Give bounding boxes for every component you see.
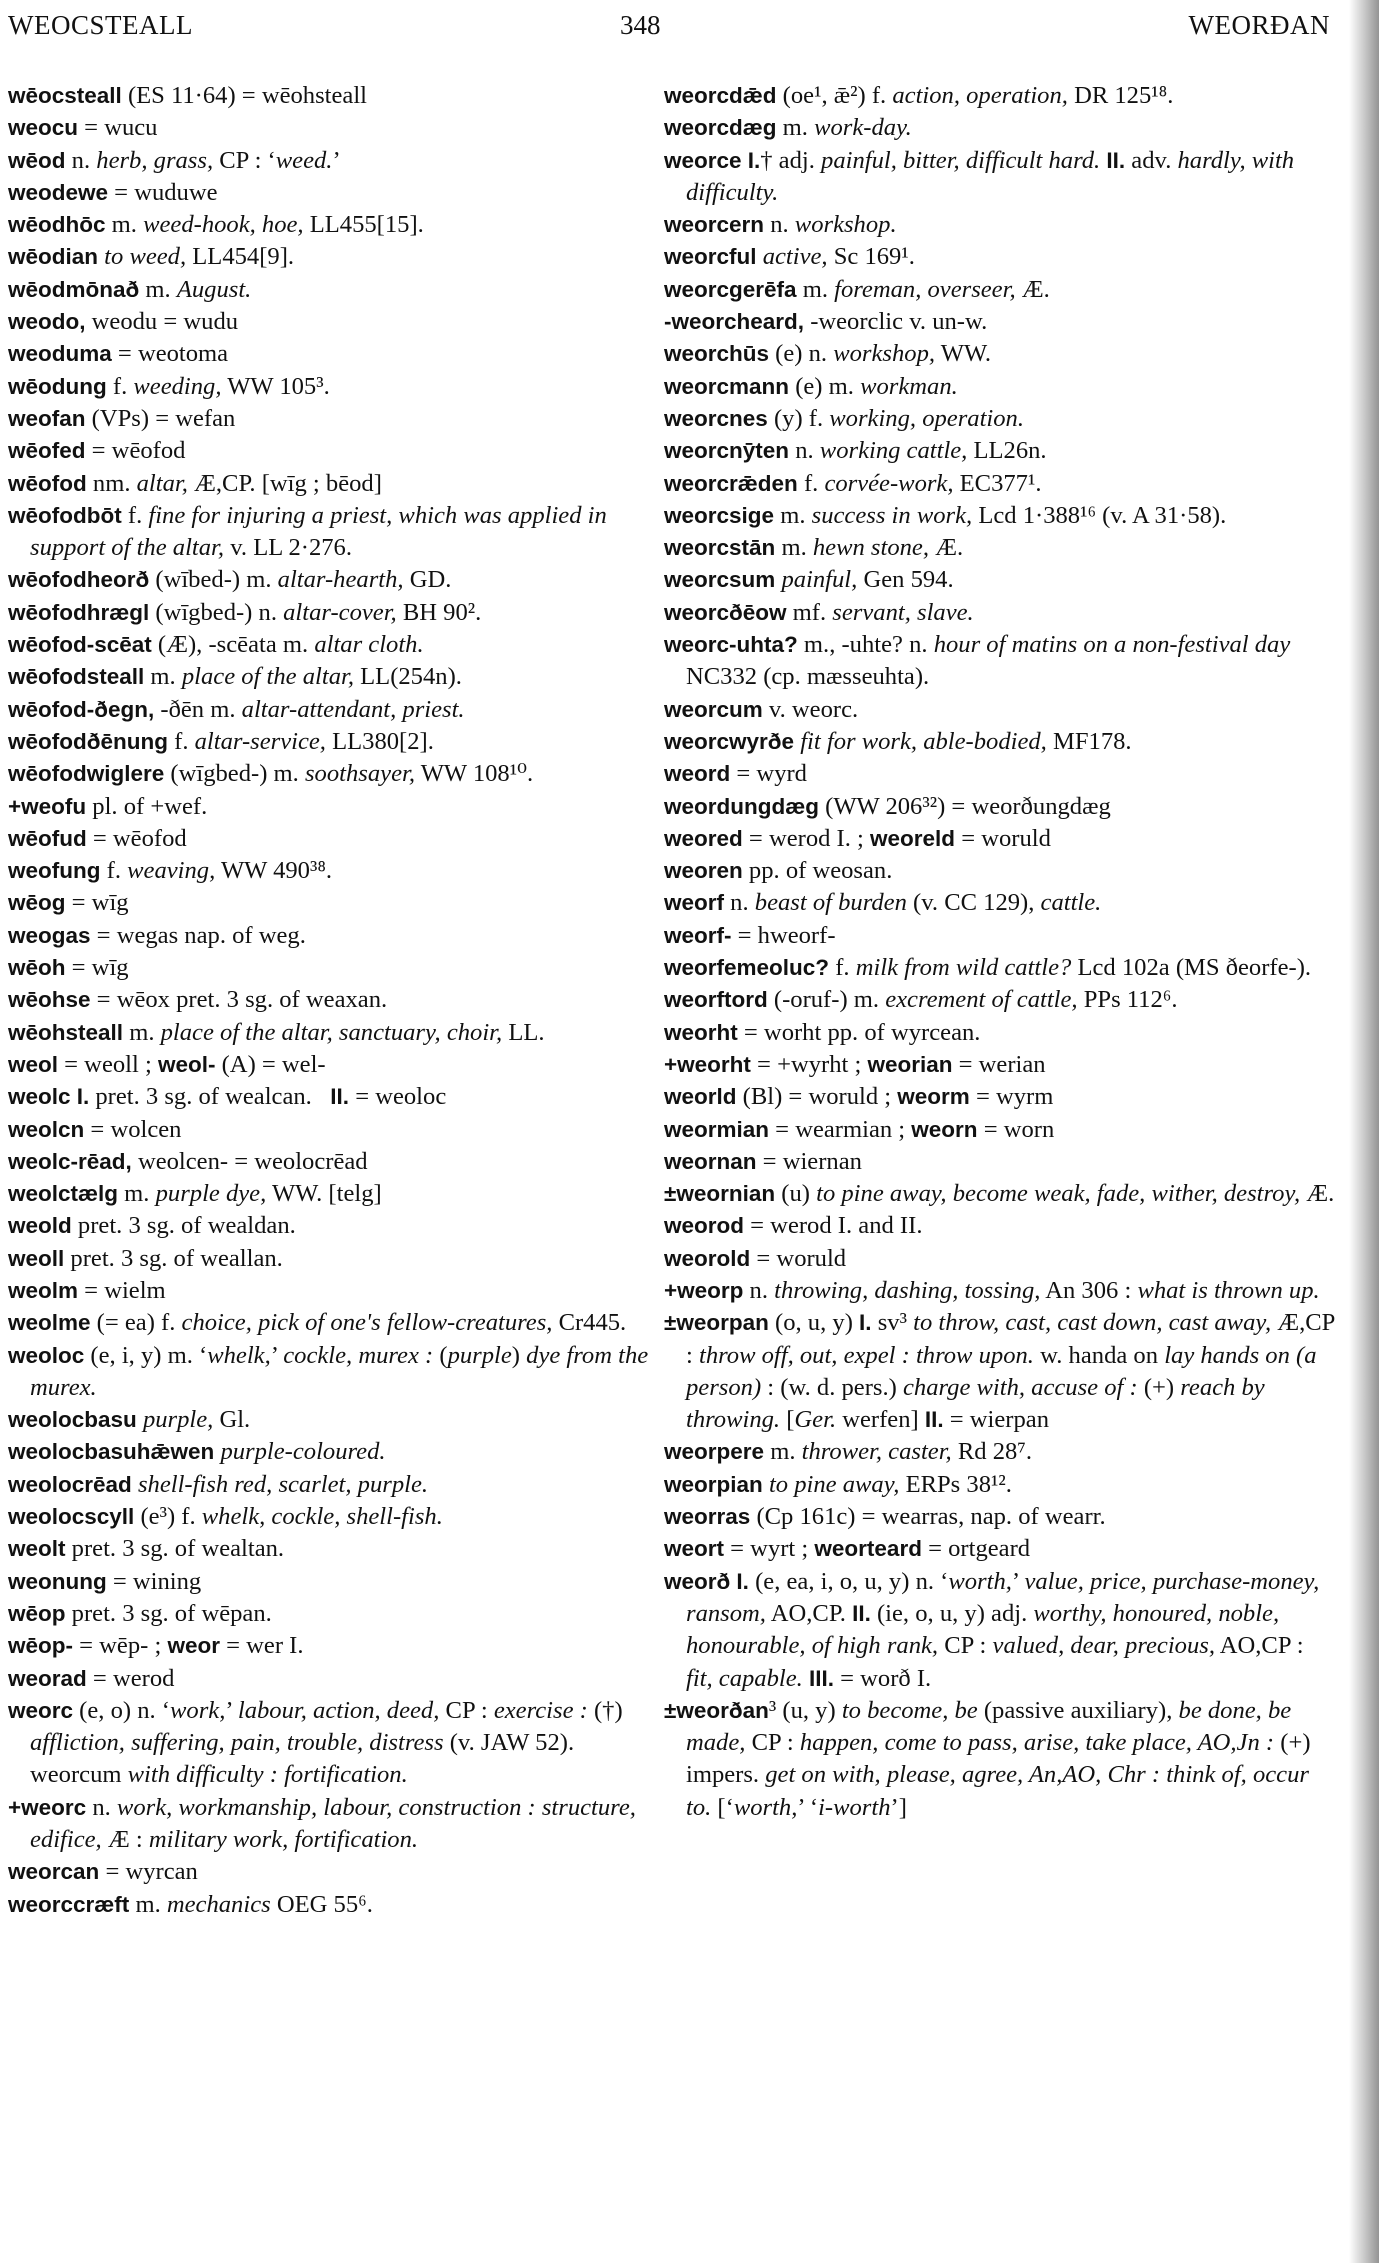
dictionary-entry: wēop pret. 3 sg. of wēpan. [8, 1599, 272, 1627]
dictionary-entry: weorc (e, o) n. ‘work,’ labour, action, deed, CP : exercise : (†) affliction, suffering, pain, trouble, distress (v. JAW 52). weorcum with difficulty : fortification. [8, 1696, 623, 1789]
dictionary-entry: weorcdæg m. work-day. [664, 114, 912, 142]
dictionary-entry: +weorht = +wyrht ; weorian = werian [664, 1050, 1046, 1078]
dictionary-entry: weol = weoll ; weol- (A) = wel- [8, 1050, 326, 1078]
dictionary-entry: weorce I.† adj. painful, bitter, difficult hard. II. adv. hardly, with difficulty. [664, 146, 1295, 206]
dictionary-entry: -weorcheard, -weorclic v. un-w. [664, 308, 988, 336]
dictionary-entry: weolcn = wolcen [8, 1115, 182, 1143]
dictionary-entry: weorf- = hweorf- [664, 921, 836, 949]
dictionary-entry: weorld (Bl) = woruld ; weorm = wyrm [664, 1083, 1054, 1111]
dictionary-entry: wēofodhrægl (wīgbed-) n. altar-cover, BH 90². [8, 598, 482, 626]
dictionary-entry: weorcmann (e) m. workman. [664, 372, 958, 400]
dictionary-entry: weoduma = weotoma [8, 340, 229, 368]
dictionary-entry: weorfemeoluc? f. milk from wild cattle? Lcd 102a (MS ðeorfe-). [664, 954, 1312, 982]
dictionary-entry: weort = wyrt ; weorteard = ortgeard [664, 1535, 1031, 1563]
dictionary-entry: weorcstān m. hewn stone, Æ. [664, 534, 964, 562]
dictionary-entry: wēofodbōt f. fine for injuring a priest, which was applied in support of the altar, v. LL 2·276. [8, 501, 607, 562]
dictionary-entry: weolocbasu purple, Gl. [8, 1406, 251, 1434]
dictionary-entry: wēodmōnað m. August. [8, 275, 252, 303]
dictionary-entry: weormian = wearmian ; weorn = worn [664, 1115, 1055, 1143]
dictionary-entry: weorcsige m. success in work, Lcd 1·388¹⁶ (v. A 31·58). [664, 501, 1227, 529]
dictionary-entry: weorpian to pine away, ERPs 38¹². [664, 1470, 1012, 1498]
dictionary-entry: wēofod-ðegn, -ðēn m. altar-attendant, priest. [8, 695, 465, 723]
dictionary-entry: weorcgerēfa m. foreman, overseer, Æ. [664, 275, 1050, 303]
dictionary-entry: weorcful active, Sc 169¹. [664, 243, 915, 271]
dictionary-entry: weorcrǣden f. corvée-work, EC377¹. [664, 469, 1042, 497]
dictionary-entry: weolocscyll (e³) f. whelk, cockle, shell-fish. [8, 1503, 443, 1531]
dictionary-entry: weold pret. 3 sg. of wealdan. [8, 1212, 296, 1240]
dictionary-entry: wēodian to weed, LL454[9]. [8, 243, 295, 271]
dictionary-entry: +weorc n. work, workmanship, labour, construction : structure, edifice, Æ : military work, fortification. [8, 1793, 636, 1854]
dictionary-entry: weodo, weodu = wudu [8, 308, 239, 336]
dictionary-entry: weonung = wining [8, 1567, 202, 1595]
dictionary-entry: weogas = wegas nap. of weg. [8, 921, 306, 949]
dictionary-entry: weolt pret. 3 sg. of wealtan. [8, 1535, 285, 1563]
left-column [8, 80, 656, 1921]
dictionary-entry: weorpere m. thrower, caster, Rd 28⁷. [664, 1438, 1033, 1466]
dictionary-entry: weofung f. weaving, WW 490³⁸. [8, 857, 333, 885]
dictionary-entry: +weorp n. throwing, dashing, tossing, An 306 : what is thrown up. [664, 1276, 1320, 1304]
dictionary-entry: weorcðēow mf. servant, slave. [664, 598, 974, 626]
header-last-headword: WEORÐAN [1188, 10, 1330, 40]
dictionary-entry: weoren pp. of weosan. [664, 857, 893, 885]
dictionary-entry: weorod = werod I. and II. [664, 1212, 923, 1240]
dictionary-entry: wēofodheorð (wībed-) m. altar-hearth, GD. [8, 566, 452, 594]
dictionary-entry: weofan (VPs) = wefan [8, 404, 236, 432]
dictionary-entry: weoll pret. 3 sg. of weallan. [8, 1244, 283, 1272]
dictionary-entry: weolme (= ea) f. choice, pick of one's fellow-creatures, Cr445. [8, 1309, 627, 1337]
dictionary-entry: weolocrēad shell-fish red, scarlet, purple. [8, 1470, 429, 1498]
dictionary-entry: weorð I. (e, ea, i, o, u, y) n. ‘worth,’ value, price, purchase-money, ransom, AO,CP. II. (ie, o, u, y) adj. worthy, honoured, noble, honourable, of high rank, CP : valued, dear, precious, AO,CP : fit, capable. III. = worð I. [664, 1567, 1320, 1692]
dictionary-entry: +weofu pl. of +wef. [8, 792, 208, 820]
dictionary-entry: weorad = werod [8, 1664, 175, 1692]
dictionary-entry: weorcnes (y) f. working, operation. [664, 404, 1024, 432]
dictionary-entry: weorcwyrðe fit for work, able-bodied, MF178. [664, 727, 1132, 755]
dictionary-entry: wēop- = wēp- ; weor = wer I. [8, 1632, 304, 1660]
dictionary-entry: weolctælg m. purple dye, WW. [telg] [8, 1180, 382, 1208]
dictionary-entry: weorcdǣd (oe¹, ǣ²) f. action, operation, DR 125¹⁸. [664, 82, 1174, 109]
dictionary-entry: wēohsteall m. place of the altar, sanctuary, choir, LL. [8, 1018, 545, 1046]
right-column [664, 80, 1336, 1824]
dictionary-entry: weorras (Cp 161c) = wearras, nap. of wearr. [664, 1503, 1106, 1531]
dictionary-entry: weorc-uhta? m., -uhte? n. hour of matins on a non-festival day NC332 (cp. mæsseuhta). [664, 631, 1291, 691]
dictionary-entry: weoloc (e, i, y) m. ‘whelk,’ cockle, murex : (purple) dye from the murex. [8, 1341, 649, 1401]
dictionary-entry: wēofed = wēofod [8, 437, 186, 465]
dictionary-entry: wēod n. herb, grass, CP : ‘weed.’ [8, 146, 341, 174]
dictionary-entry: weordungdæg (WW 206³²) = weorðungdæg [664, 792, 1111, 820]
dictionary-entry: ±weorðan³ (u, y) to become, be (passive auxiliary), be done, be made, CP : happen, come to pass, arise, take place, AO,Jn : (+) impers. get on with, please, agree, An,AO, Chr : think of, occur to. [‘worth,’ ‘i-worth’] [664, 1696, 1311, 1821]
dictionary-entry: weorcnȳten n. working cattle, LL26n. [664, 437, 1047, 465]
dictionary-entry: weornan = wiernan [664, 1147, 862, 1175]
page-edge-shadow [1349, 0, 1379, 2263]
dictionary-entry: wēoh = wīg [8, 954, 129, 982]
dictionary-entry: weodewe = wuduwe [8, 178, 218, 206]
dictionary-entry: ±weornian (u) to pine away, become weak, fade, wither, destroy, Æ. [664, 1180, 1335, 1208]
dictionary-entry: weolocbasuhǣwen purple-coloured. [8, 1438, 386, 1466]
header-first-headword: WEOCSTEALL [8, 10, 193, 40]
dictionary-entry: weorchūs (e) n. workshop, WW. [664, 340, 992, 368]
dictionary-entry: weorcsum painful, Gen 594. [664, 566, 954, 594]
dictionary-entry: weorccræft m. mechanics OEG 55⁶. [8, 1890, 373, 1918]
dictionary-entry: weolc I. pret. 3 sg. of wealcan. II. = weoloc [8, 1083, 447, 1111]
dictionary-entry: wēohse = wēox pret. 3 sg. of weaxan. [8, 986, 388, 1014]
dictionary-entry: weorold = woruld [664, 1244, 847, 1272]
dictionary-entry: weorht = worht pp. of wyrcean. [664, 1018, 981, 1046]
dictionary-entry: weocu = wucu [8, 114, 158, 142]
dictionary-entry: wēofod nm. altar, Æ,CP. [wīg ; bēod] [8, 469, 382, 497]
dictionary-entry: weolc-rēad, weolcen- = weolocrēad [8, 1147, 368, 1175]
dictionary-entry: weorcern n. workshop. [664, 211, 897, 239]
dictionary-entry: ±weorpan (o, u, y) I. sv³ to throw, cast, cast down, cast away, Æ,CP : throw off, out, expel : throw upon. w. handa on lay hands on (a person) : (w. d. pers.) charge with, accuse of : (+) reach by throwing. [Ger. werfen] II. = wierpan [664, 1309, 1335, 1434]
dictionary-entry: weorf n. beast of burden (v. CC 129), cattle. [664, 889, 1102, 917]
dictionary-entry: weord = wyrd [664, 760, 807, 788]
dictionary-entry: wēofud = wēofod [8, 824, 187, 852]
dictionary-entry: wēocsteall (ES 11·64) = wēohsteall [8, 82, 367, 109]
dictionary-entry: wēofodwiglere (wīgbed-) m. soothsayer, WW 108¹⁰. [8, 760, 534, 788]
dictionary-entry: wēodhōc m. weed-hook, hoe, LL455[15]. [8, 211, 424, 239]
dictionary-entry: weored = werod I. ; weoreld = woruld [664, 824, 1051, 852]
dictionary-entry: wēofodðēnung f. altar-service, LL380[2]. [8, 727, 434, 755]
dictionary-entry: wēog = wīg [8, 889, 129, 917]
dictionary-entry: wēofod-scēat (Æ), -scēata m. altar cloth. [8, 631, 424, 659]
dictionary-entry: wēofodsteall m. place of the altar, LL(254n). [8, 663, 462, 691]
running-header [0, 10, 1340, 56]
dictionary-entry: weorcan = wyrcan [8, 1858, 198, 1886]
page-number: 348 [620, 10, 661, 40]
dictionary-entry: weorftord (-oruf-) m. excrement of cattle, PPs 112⁶. [664, 986, 1178, 1014]
dictionary-entry: weorcum v. weorc. [664, 695, 859, 723]
dictionary-entry: wēodung f. weeding, WW 105³. [8, 372, 330, 400]
dictionary-entry: weolm = wielm [8, 1276, 166, 1304]
